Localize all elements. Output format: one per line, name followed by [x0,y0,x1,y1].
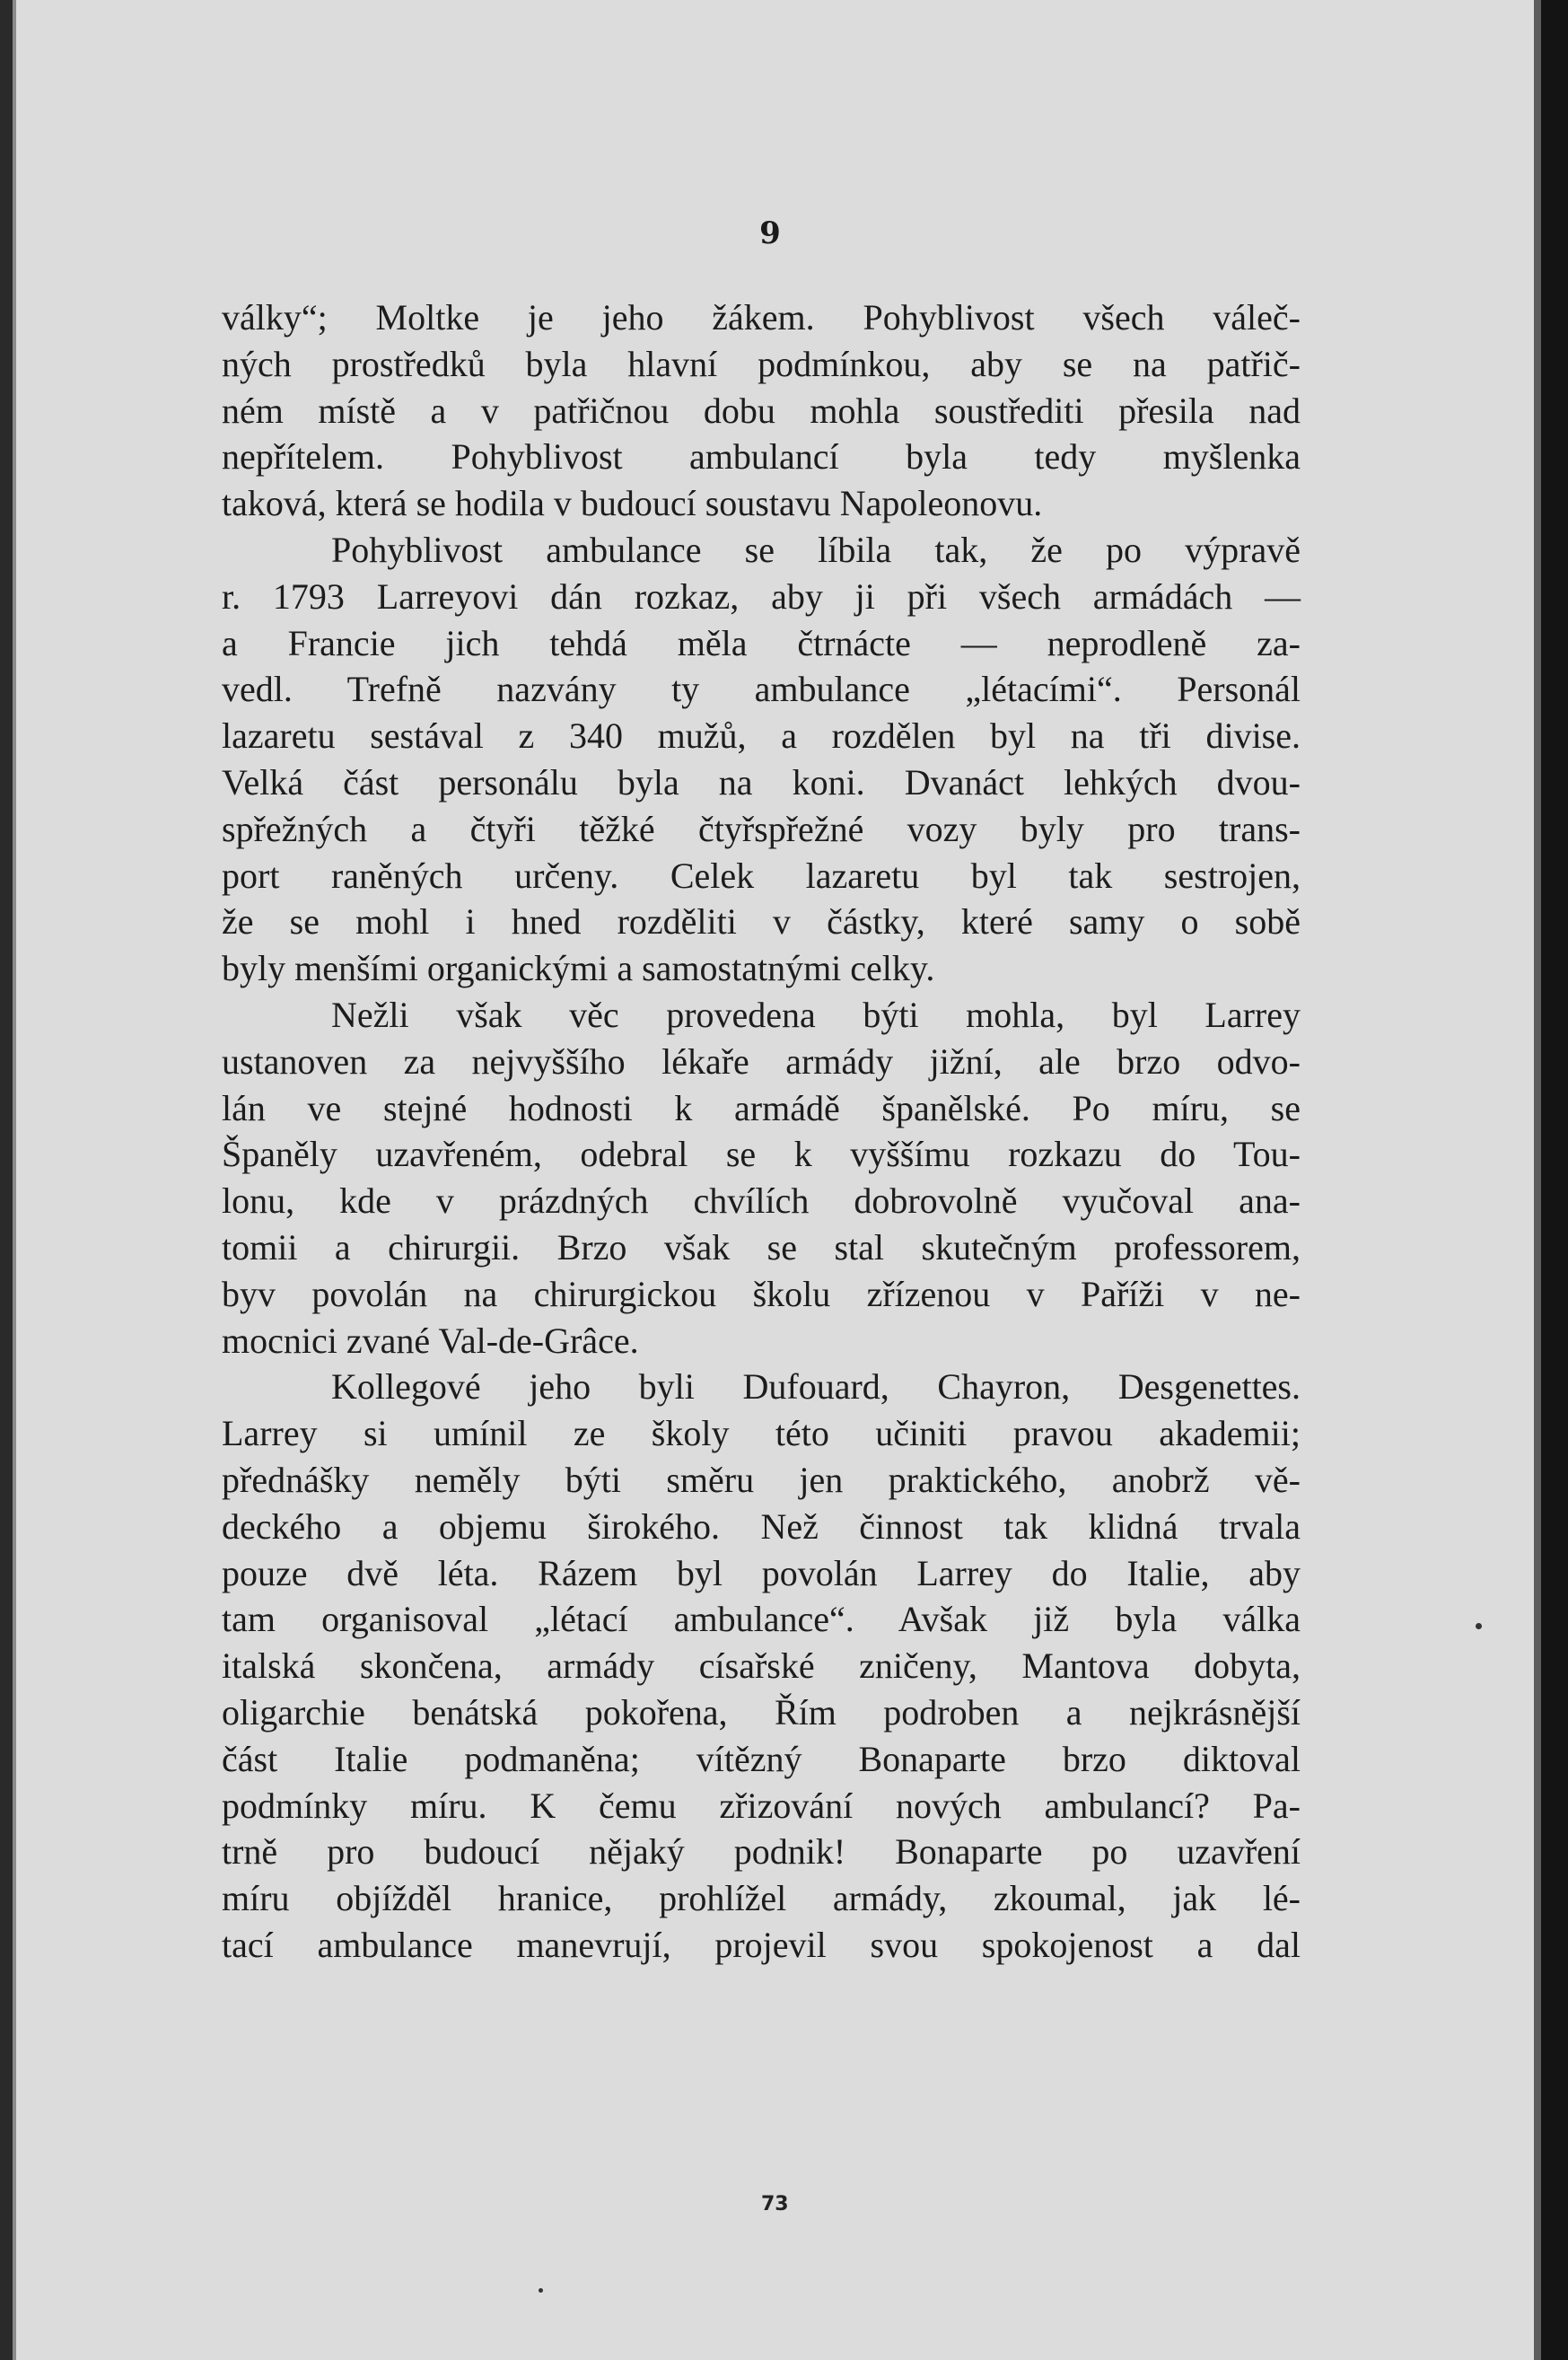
text-line: spřežných a čtyři těžké čtyřspřežné vozy byly pro trans- [222,808,1301,849]
text-line: deckého a objemu širokého. Než činnost tak klidná trvala [222,1505,1301,1547]
text-line: italská skončena, armády císařské zničeny, Mantova dobyta, [222,1645,1301,1687]
text-line: část Italie podmaněna; vítězný Bonaparte brzo diktoval [222,1738,1301,1779]
sheet-number: 73 [761,2193,789,2215]
text-line: trně pro budoucí nějaký podnik! Bonaparte po uzavření [222,1831,1301,1873]
text-line: nepřítelem. Pohyblivost ambulancí byla tedy myšlenka [222,436,1301,478]
text-line: mocnici zvané Val-de-Grâce. [222,1320,639,1361]
text-line: vedl. Trefně nazvány ty ambulance „létacími“. Personál [222,669,1301,710]
text-line: pouze dvě léta. Rázem byl povolán Larrey do Italie, aby [222,1552,1301,1593]
page-number: 9 [759,215,781,251]
text-line: tací ambulance manevrují, projevil svou spokojenost a dal [222,1924,1301,1965]
text-line: Kollegové jeho byli Dufouard, Chayron, Desgenettes. [331,1366,1301,1408]
text-line: taková, která se hodila v budoucí soustavu Napoleonovu. [222,483,1043,524]
text-line: Larrey si umínil ze školy této učiniti pravou akademii; [222,1413,1301,1454]
text-line: Velká část personálu byla na koni. Dvanáct lehkých dvou- [222,761,1301,803]
text-line: byly menšími organickými a samostatnými celky. [222,948,935,989]
text-line: Španěly uzavřeném, odebral se k vyššímu rozkazu do Tou- [222,1134,1301,1175]
text-line: ustanoven za nejvyššího lékaře armády jižní, ale brzo odvo- [222,1040,1301,1082]
text-line: války“; Moltke je jeho žákem. Pohyblivost všech váleč- [222,297,1301,338]
scan-edge-right [1541,0,1568,2360]
text-line: byv povolán na chirurgickou školu zřízenou v Paříži v ne- [222,1273,1301,1314]
text-line: lazaretu sestával z 340 mužů, a rozdělen byl na tři divise. [222,715,1301,757]
text-line: Pohyblivost ambulance se líbila tak, že po výpravě [331,529,1301,570]
text-line: přednášky neměly býti směru jen praktického, anobrž vě- [222,1459,1301,1500]
text-line: Nežli však věc provedena býti mohla, byl Larrey [331,994,1301,1035]
scan-edge-right-shadow [1534,0,1541,2360]
text-line: a Francie jich tehdá měla čtrnácte — neprodleně za- [222,622,1301,663]
scan-speck [1476,1623,1482,1629]
text-line: ném místě a v patřičnou dobu mohla soustřediti přesila nad [222,390,1301,431]
body-text [222,294,1301,1969]
scan-speck [539,2288,543,2293]
scan-edge-left [0,0,13,2360]
text-line: míru objížděl hranice, prohlížel armády, zkoumal, jak lé- [222,1878,1301,1919]
text-line: lán ve stejné hodnosti k armádě španělské. Po míru, se [222,1087,1301,1128]
text-line: port raněných určeny. Celek lazaretu byl tak sestrojen, [222,855,1301,896]
text-line: oligarchie benátská pokořena, Řím podroben a nejkrásnější [222,1691,1301,1733]
text-line: že se mohl i hned rozděliti v částky, které samy o sobě [222,901,1301,943]
text-line: podmínky míru. K čemu zřizování nových ambulancí? Pa- [222,1785,1301,1826]
text-line: tomii a chirurgii. Brzo však se stal skutečným professorem, [222,1226,1301,1268]
text-line: r. 1793 Larreyovi dán rozkaz, aby ji při všech armádách — [222,575,1301,617]
text-line: tam organisoval „létací ambulance“. Avšak již byla válka [222,1599,1301,1640]
book-page [16,0,1534,2360]
text-line: lonu, kde v prázdných chvílích dobrovolně vyučoval ana- [222,1180,1301,1222]
text-line: ných prostředků byla hlavní podmínkou, aby se na patřič- [222,343,1301,384]
